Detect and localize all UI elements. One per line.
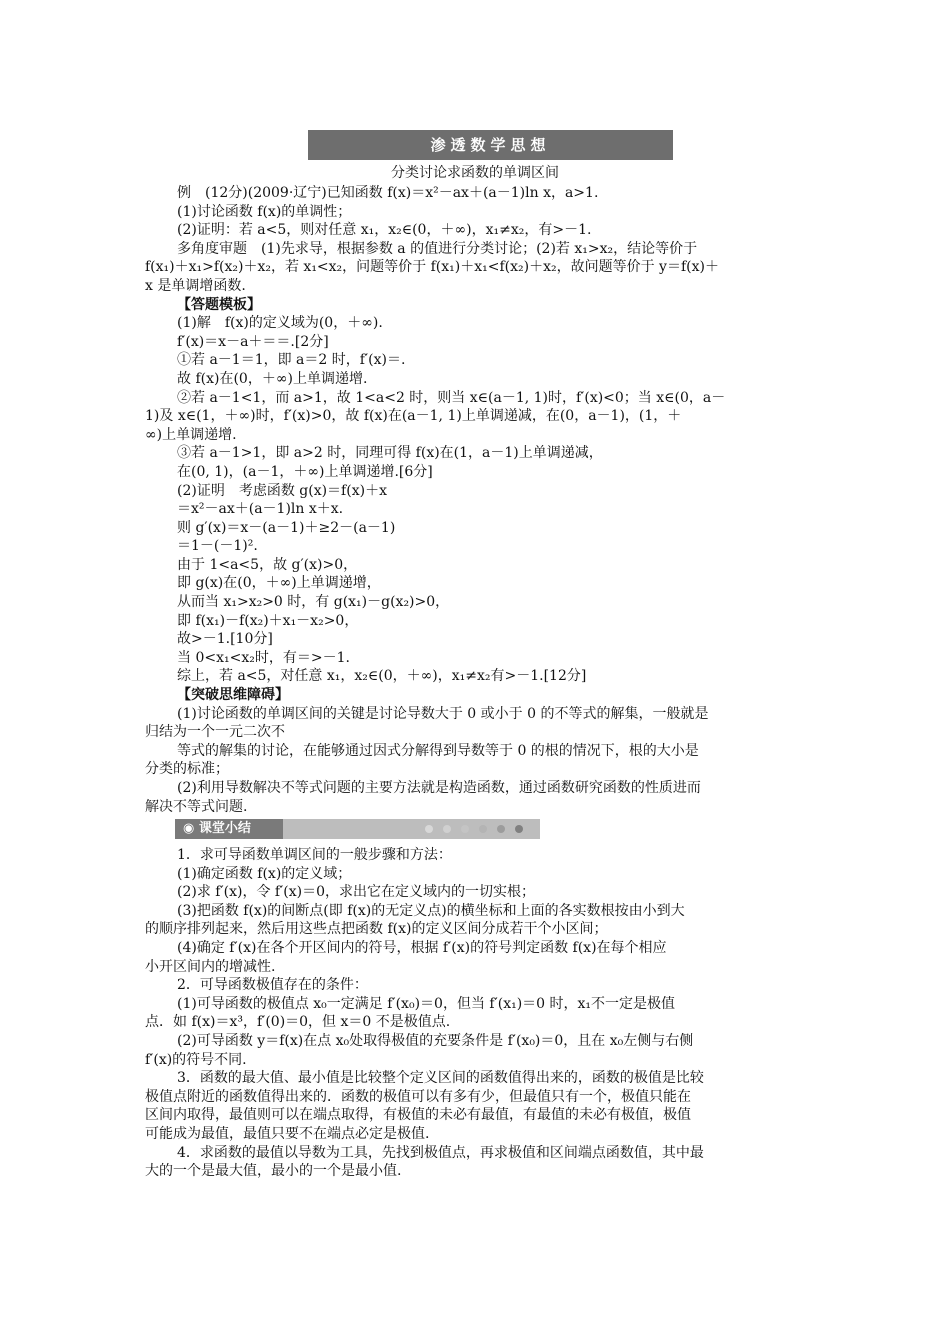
text-line: x 是单调增函数.	[145, 277, 246, 294]
example-title: 分类讨论求函数的单调区间	[391, 165, 559, 181]
text-line: (2)证明：若 a<5，则对任意 x₁，x₂∈(0，＋∞)，x₁≠x₂，有>－1.	[177, 222, 592, 239]
decor-dot-icon	[497, 825, 505, 833]
text-line: f′(x)＝x－a＋＝＝.[2分]	[177, 333, 329, 350]
text-line: 故>－1.[10分]	[177, 631, 273, 648]
text-line: (1)确定函数 f(x)的定义域；	[177, 865, 352, 882]
decor-dot-icon	[425, 825, 433, 833]
text-line: 例 (12分)(2009·辽宁)已知函数 f(x)＝x²－ax＋(a－1)ln x，a>1.	[177, 185, 599, 201]
text-line: 从而当 x₁>x₂>0 时，有 g(x₁)－g(x₂)>0，	[177, 594, 450, 611]
text-line: 当 0<x₁<x₂时，有＝>－1.	[177, 649, 350, 666]
text-line: 归结为一个一元二次不	[145, 724, 285, 741]
text-line: 则 g′(x)＝x－(a－1)＋≥2－(a－1)	[177, 519, 396, 536]
example-body	[145, 184, 805, 816]
decor-dot-icon	[461, 825, 469, 833]
answer-template-heading: 【答题模板】	[177, 296, 261, 313]
decor-dot-icon	[479, 825, 487, 833]
text-line: (2)利用导数解决不等式问题的主要方法就是构造函数，通过函数研究函数的性质进而	[177, 780, 701, 796]
text-line: ＝1－(－1)².	[177, 538, 258, 555]
text-line: (4)确定 f′(x)在各个开区间内的符号，根据 f′(x)的符号判定函数 f(x)在每个相应	[177, 939, 667, 956]
text-line: 由于 1<a<5，故 g′(x)>0，	[177, 556, 358, 573]
text-line: (1)解 f(x)的定义域为(0，＋∞).	[177, 315, 383, 332]
class-summary-label: ◉ 课堂小结	[175, 819, 283, 839]
text-line: 即 f(x₁)－f(x₂)＋x₁－x₂>0，	[177, 612, 359, 629]
text-line: ＝x²－ax＋(a－1)ln x＋x.	[177, 501, 344, 518]
text-line: (1)讨论函数的单调区间的关键是讨论导数大于 0 或小于 0 的不等式的解集，一般就是	[177, 705, 709, 722]
text-line: 4．求函数的最值以导数为工具，先找到极值点，再求极值和区间端点函数值，其中最	[177, 1144, 704, 1161]
text-line: 小开区间内的增减性.	[145, 958, 276, 975]
decor-dot-icon	[443, 825, 451, 833]
text-line: ∞)上单调递增.	[145, 426, 237, 443]
text-line: 2．可导函数极值存在的条件：	[177, 977, 368, 994]
text-line: f′(x)的符号不同.	[145, 1051, 247, 1068]
text-line: 点．如 f(x)＝x³，f′(0)＝0，但 x＝0 不是极值点.	[145, 1014, 451, 1031]
text-line: (2)求 f′(x)，令 f′(x)＝0，求出它在定义域内的一切实根；	[177, 884, 535, 901]
text-line: 综上，若 a<5，对任意 x₁，x₂∈(0，＋∞)，x₁≠x₂有>－1.[12分]	[177, 668, 587, 685]
breakthrough-heading: 【突破思维障碍】	[177, 687, 289, 704]
text-line: 分类的标准；	[145, 761, 229, 778]
text-line: 可能成为最值，最值只要不在端点必定是极值.	[145, 1125, 430, 1142]
text-line: (3)把函数 f(x)的间断点(即 f(x)的无定义点)的横坐标和上面的各实数根按由小到大	[177, 902, 685, 919]
text-line: (1)讨论函数 f(x)的单调性；	[177, 203, 352, 220]
text-line: 极值点附近的函数值得出来的．函数的极值可以有多有少，但最值只有一个，极值只能在	[145, 1088, 691, 1105]
text-line: 解决不等式问题.	[145, 798, 248, 815]
class-summary-bar	[175, 819, 540, 839]
text-line: ②若 a－1<1，而 a>1，故 1<a<2 时，则当 x∈(a－1, 1)时，f′(x)<0；当 x∈(0，a－	[177, 389, 726, 406]
text-line: ③若 a－1>1，即 a>2 时，同理可得 f(x)在(1，a－1)上单调递减，	[177, 445, 603, 462]
text-line: 1)及 x∈(1，＋∞)时，f′(x)>0，故 f(x)在(a－1, 1)上单调递减，在(0，a－1)，(1，＋	[145, 408, 682, 425]
text-line: (2)可导函数 y＝f(x)在点 x₀处取得极值的充要条件是 f′(x₀)＝0，且在 x₀左侧与右侧	[177, 1032, 694, 1049]
text-line: 等式的解集的讨论，在能够通过因式分解得到导数等于 0 的根的情况下，根的大小是	[177, 742, 699, 759]
text-line: f(x₁)＋x₁>f(x₂)＋x₂，若 x₁<x₂，问题等价于 f(x₁)＋x₁<f(x₂)＋x₂，故问题等价于 y＝f(x)＋	[145, 259, 719, 276]
text-line: 的顺序排列起来，然后用这些点把函数 f(x)的定义区间分成若干个小区间；	[145, 921, 608, 938]
text-line: 区间内取得，最值则可以在端点取得，有极值的未必有最值，有最值的未必有极值，极值	[145, 1107, 691, 1124]
text-line: 故 f(x)在(0，＋∞)上单调递增.	[177, 370, 368, 387]
text-line: (2)证明 考虑函数 g(x)＝f(x)＋x	[177, 482, 387, 499]
section-banner: 渗透数学思想	[308, 130, 673, 160]
text-line: ①若 a－1＝1，即 a＝2 时，f′(x)＝.	[177, 352, 406, 369]
decor-dot-icon	[515, 825, 523, 833]
summary-body	[145, 846, 805, 1181]
text-line: 3．函数的最大值、最小值是比较整个定义区间的函数值得出来的，函数的极值是比较	[177, 1070, 704, 1087]
text-line: 在(0, 1)，(a－1，＋∞)上单调递增.[6分]	[177, 463, 433, 480]
text-line: (1)可导函数的极值点 x₀一定满足 f′(x₀)＝0，但当 f′(x₁)＝0 时，x₁不一定是极值	[177, 995, 676, 1012]
text-line: 即 g(x)在(0，＋∞)上单调递增，	[177, 575, 381, 592]
text-line: 1．求可导函数单调区间的一般步骤和方法：	[177, 847, 452, 863]
text-line: 多角度审题 (1)先求导，根据参数 a 的值进行分类讨论；(2)若 x₁>x₂，结论等价于	[177, 240, 698, 257]
text-line: 大的一个是最大值，最小的一个是最小值.	[145, 1163, 402, 1180]
